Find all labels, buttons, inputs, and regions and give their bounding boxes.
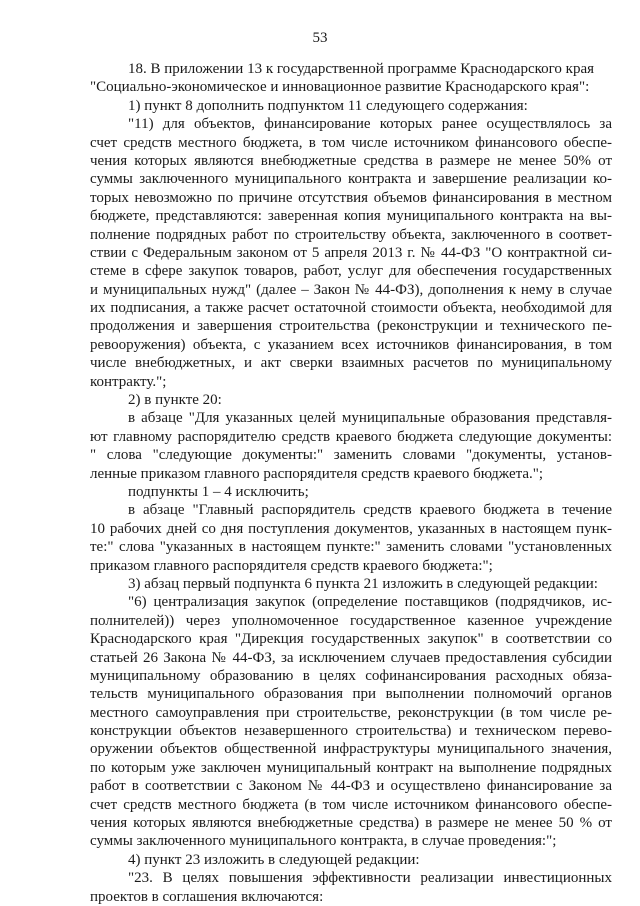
text-line: 2) в пункте 20: bbox=[128, 392, 222, 409]
text-line: в абзаце "Для указанных целей муниципальные образования представля- bbox=[128, 410, 612, 427]
text-line: бюджете, представляются: заверенная копия муниципального контракта на вы- bbox=[90, 208, 612, 225]
text-line: чения которых являются внебюджетные средства) в размере не менее 50 % от bbox=[90, 815, 612, 832]
text-line: ют главному распорядителю средств краевого бюджета следующие документы: bbox=[90, 428, 612, 445]
text-line: конструкции объектов незавершенного строительства) и техническом перево- bbox=[90, 723, 612, 740]
text-line: 1) пункт 8 дополнить подпунктом 11 следующего содержания: bbox=[128, 97, 528, 114]
text-line: приказом главного распорядителя средств краевого бюджета:"; bbox=[90, 557, 493, 574]
text-line: ленные приказом главного распорядителя средств краевого бюджета."; bbox=[90, 465, 544, 482]
text-line: "11) для объектов, финансирование которых ранее осуществлялось за bbox=[128, 116, 612, 133]
text-line: числе внебюджетных, и акт сверки взаимных расчетов по муниципальному bbox=[90, 355, 612, 372]
text-line: счет средств местного бюджета, в том числе источником финансового обеспе- bbox=[90, 134, 612, 151]
text-line: "Социально-экономическое и инновационное развитие Краснодарского края": bbox=[90, 79, 590, 96]
text-line: 3) абзац первый подпункта 6 пункта 21 изложить в следующей редакции: bbox=[128, 575, 598, 592]
text-line: работ в соответствии с Законом № 44-ФЗ и осуществлено финансирование за bbox=[90, 778, 612, 795]
text-line: те:" слова "указанных в настоящем пункте:" заменить словами "установленных bbox=[90, 539, 612, 556]
text-line: в абзаце "Главный распорядитель средств краевого бюджета в течение bbox=[128, 502, 612, 519]
text-line: местного самоуправления при строительстве, реконструкции (в том числе ре- bbox=[90, 704, 612, 721]
text-line: полнение подрядных работ по строительству объекта, заключенного в соответ- bbox=[90, 226, 612, 243]
text-line: "6) централизация закупок (определение поставщиков (подрядчиков, ис- bbox=[128, 594, 612, 611]
text-line: проектов в соглашения включаются: bbox=[90, 888, 324, 905]
text-line: ревооружения) объекта, с указанием всех источников финансирования, в том bbox=[90, 336, 612, 353]
text-line: стеме в сфере закупок товаров, работ, услуг для обеспечения государственных bbox=[90, 263, 612, 280]
text-line: контракту."; bbox=[90, 373, 167, 390]
text-line: ствии с Федеральным законом от 5 апреля 2013 г. № 44-ФЗ "О контрактной си- bbox=[90, 244, 612, 261]
text-line: подпункты 1 – 4 исключить; bbox=[128, 483, 309, 500]
document-body bbox=[90, 60, 612, 906]
text-line: торых невозможно по причине отсутствия объемов финансирования в местном bbox=[90, 189, 612, 206]
text-line: суммы заключенного муниципального контракта и завершение реализации ко- bbox=[90, 171, 612, 188]
text-line: " слова "следующие документы:" заменить словами "документы, установ- bbox=[90, 447, 612, 464]
text-line: Краснодарского края "Дирекция государственных закупок" в соответствии со bbox=[90, 631, 612, 648]
text-line: счет средств местного бюджета (в том числе источником финансового обеспе- bbox=[90, 796, 612, 813]
text-line: статьей 26 Закона № 44-ФЗ, за исключением случаев предоставления субсидии bbox=[90, 649, 612, 666]
text-line: продолжения и завершения строительства (реконструкции и технического пе- bbox=[90, 318, 612, 335]
text-line: муниципальному образованию в целях софинансирования расходных обяза- bbox=[90, 667, 612, 684]
text-line: их подписания, а также расчет остаточной стоимости объекта, необходимой для bbox=[90, 300, 612, 317]
text-line: 10 рабочих дней со дня поступления документов, указанных в настоящем пунк- bbox=[90, 520, 612, 537]
text-line: и муниципальных нужд" (далее – Закон № 44-ФЗ), дополнения к нему в случае bbox=[90, 281, 612, 298]
text-line: по которым уже заключен муниципальный контракт на выполнение подрядных bbox=[90, 759, 612, 776]
text-line: тельств муниципального образования при выполнении полномочий органов bbox=[90, 686, 612, 703]
text-line: 4) пункт 23 изложить в следующей редакции: bbox=[128, 851, 420, 868]
text-line: суммы заключенного муниципального контракта, в случае проведения:"; bbox=[90, 833, 557, 850]
text-line: полнителей)) через уполномоченное государственное казенное учреждение bbox=[90, 612, 612, 629]
text-line: чения которых являются внебюджетные средства в размере не менее 50% от bbox=[90, 152, 612, 169]
text-line: оружении объектов общественной инфраструктуры муниципального значения, bbox=[90, 741, 612, 758]
page-number: 53 bbox=[312, 30, 328, 46]
text-line: "23. В целях повышения эффективности реализации инвестиционных bbox=[128, 870, 612, 887]
text-line: 18. В приложении 13 к государственной программе Краснодарского края bbox=[128, 61, 595, 77]
